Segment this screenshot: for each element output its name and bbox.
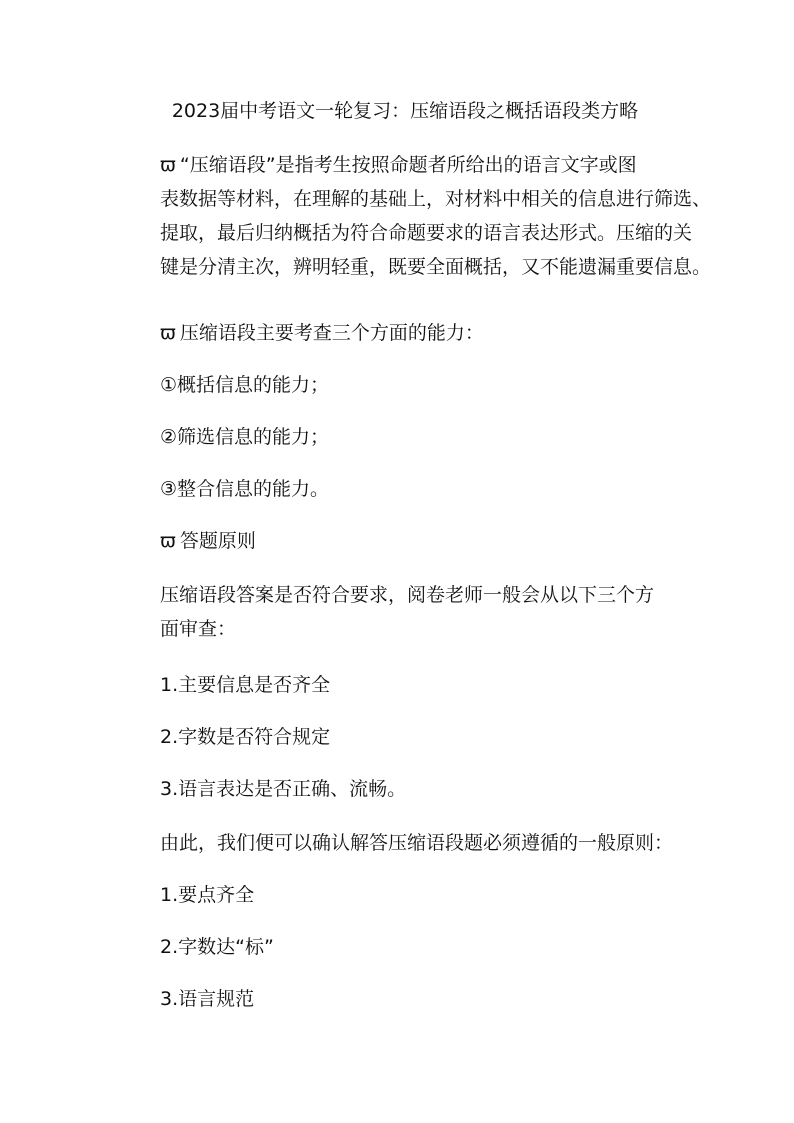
intro-line-1: ϖ “压缩语段”是指考生按照命题者所给出的语言文字或图 [160, 154, 637, 176]
intro-line-4: 键是分清主次，辨明轻重，既要全面概括，又不能遗漏重要信息。 [160, 256, 712, 278]
review-item: 1.主要信息是否齐全 [160, 674, 331, 696]
principle-item: 3.语言规范 [160, 988, 255, 1010]
intro-line-2: 表数据等材料，在理解的基础上，对材料中相关的信息进行筛选、 [160, 188, 712, 210]
review-item: 2.字数是否符合规定 [160, 726, 331, 748]
intro-line-3: 提取，最后归纳概括为符合命题要求的语言表达形式。压缩的关 [160, 222, 693, 244]
bullet-icon: ϖ [160, 322, 176, 344]
ability-item: ①概括信息的能力； [160, 374, 330, 396]
conclusion-text: 由此，我们便可以确认解答压缩语段题必须遵循的一般原则： [160, 832, 674, 854]
document-title: 2023届中考语文一轮复习：压缩语段之概括语段类方略 [171, 100, 639, 122]
principle-item: 1.要点齐全 [160, 884, 255, 906]
bullet-icon: ϖ [160, 154, 176, 176]
review-item: 3.语言表达是否正确、流畅。 [160, 778, 407, 800]
principles-heading: ϖ 答题原则 [160, 530, 256, 552]
review-line-2: 面审查： [160, 618, 237, 640]
bullet-icon: ϖ [160, 530, 176, 552]
ability-item: ②筛选信息的能力； [160, 426, 330, 448]
ability-item: ③整合信息的能力。 [160, 478, 330, 500]
principle-item: 2.字数达“标” [160, 936, 274, 958]
abilities-heading: ϖ 压缩语段主要考查三个方面的能力： [160, 322, 484, 344]
review-line-1: 压缩语段答案是否符合要求，阅卷老师一般会从以下三个方 [160, 584, 655, 606]
